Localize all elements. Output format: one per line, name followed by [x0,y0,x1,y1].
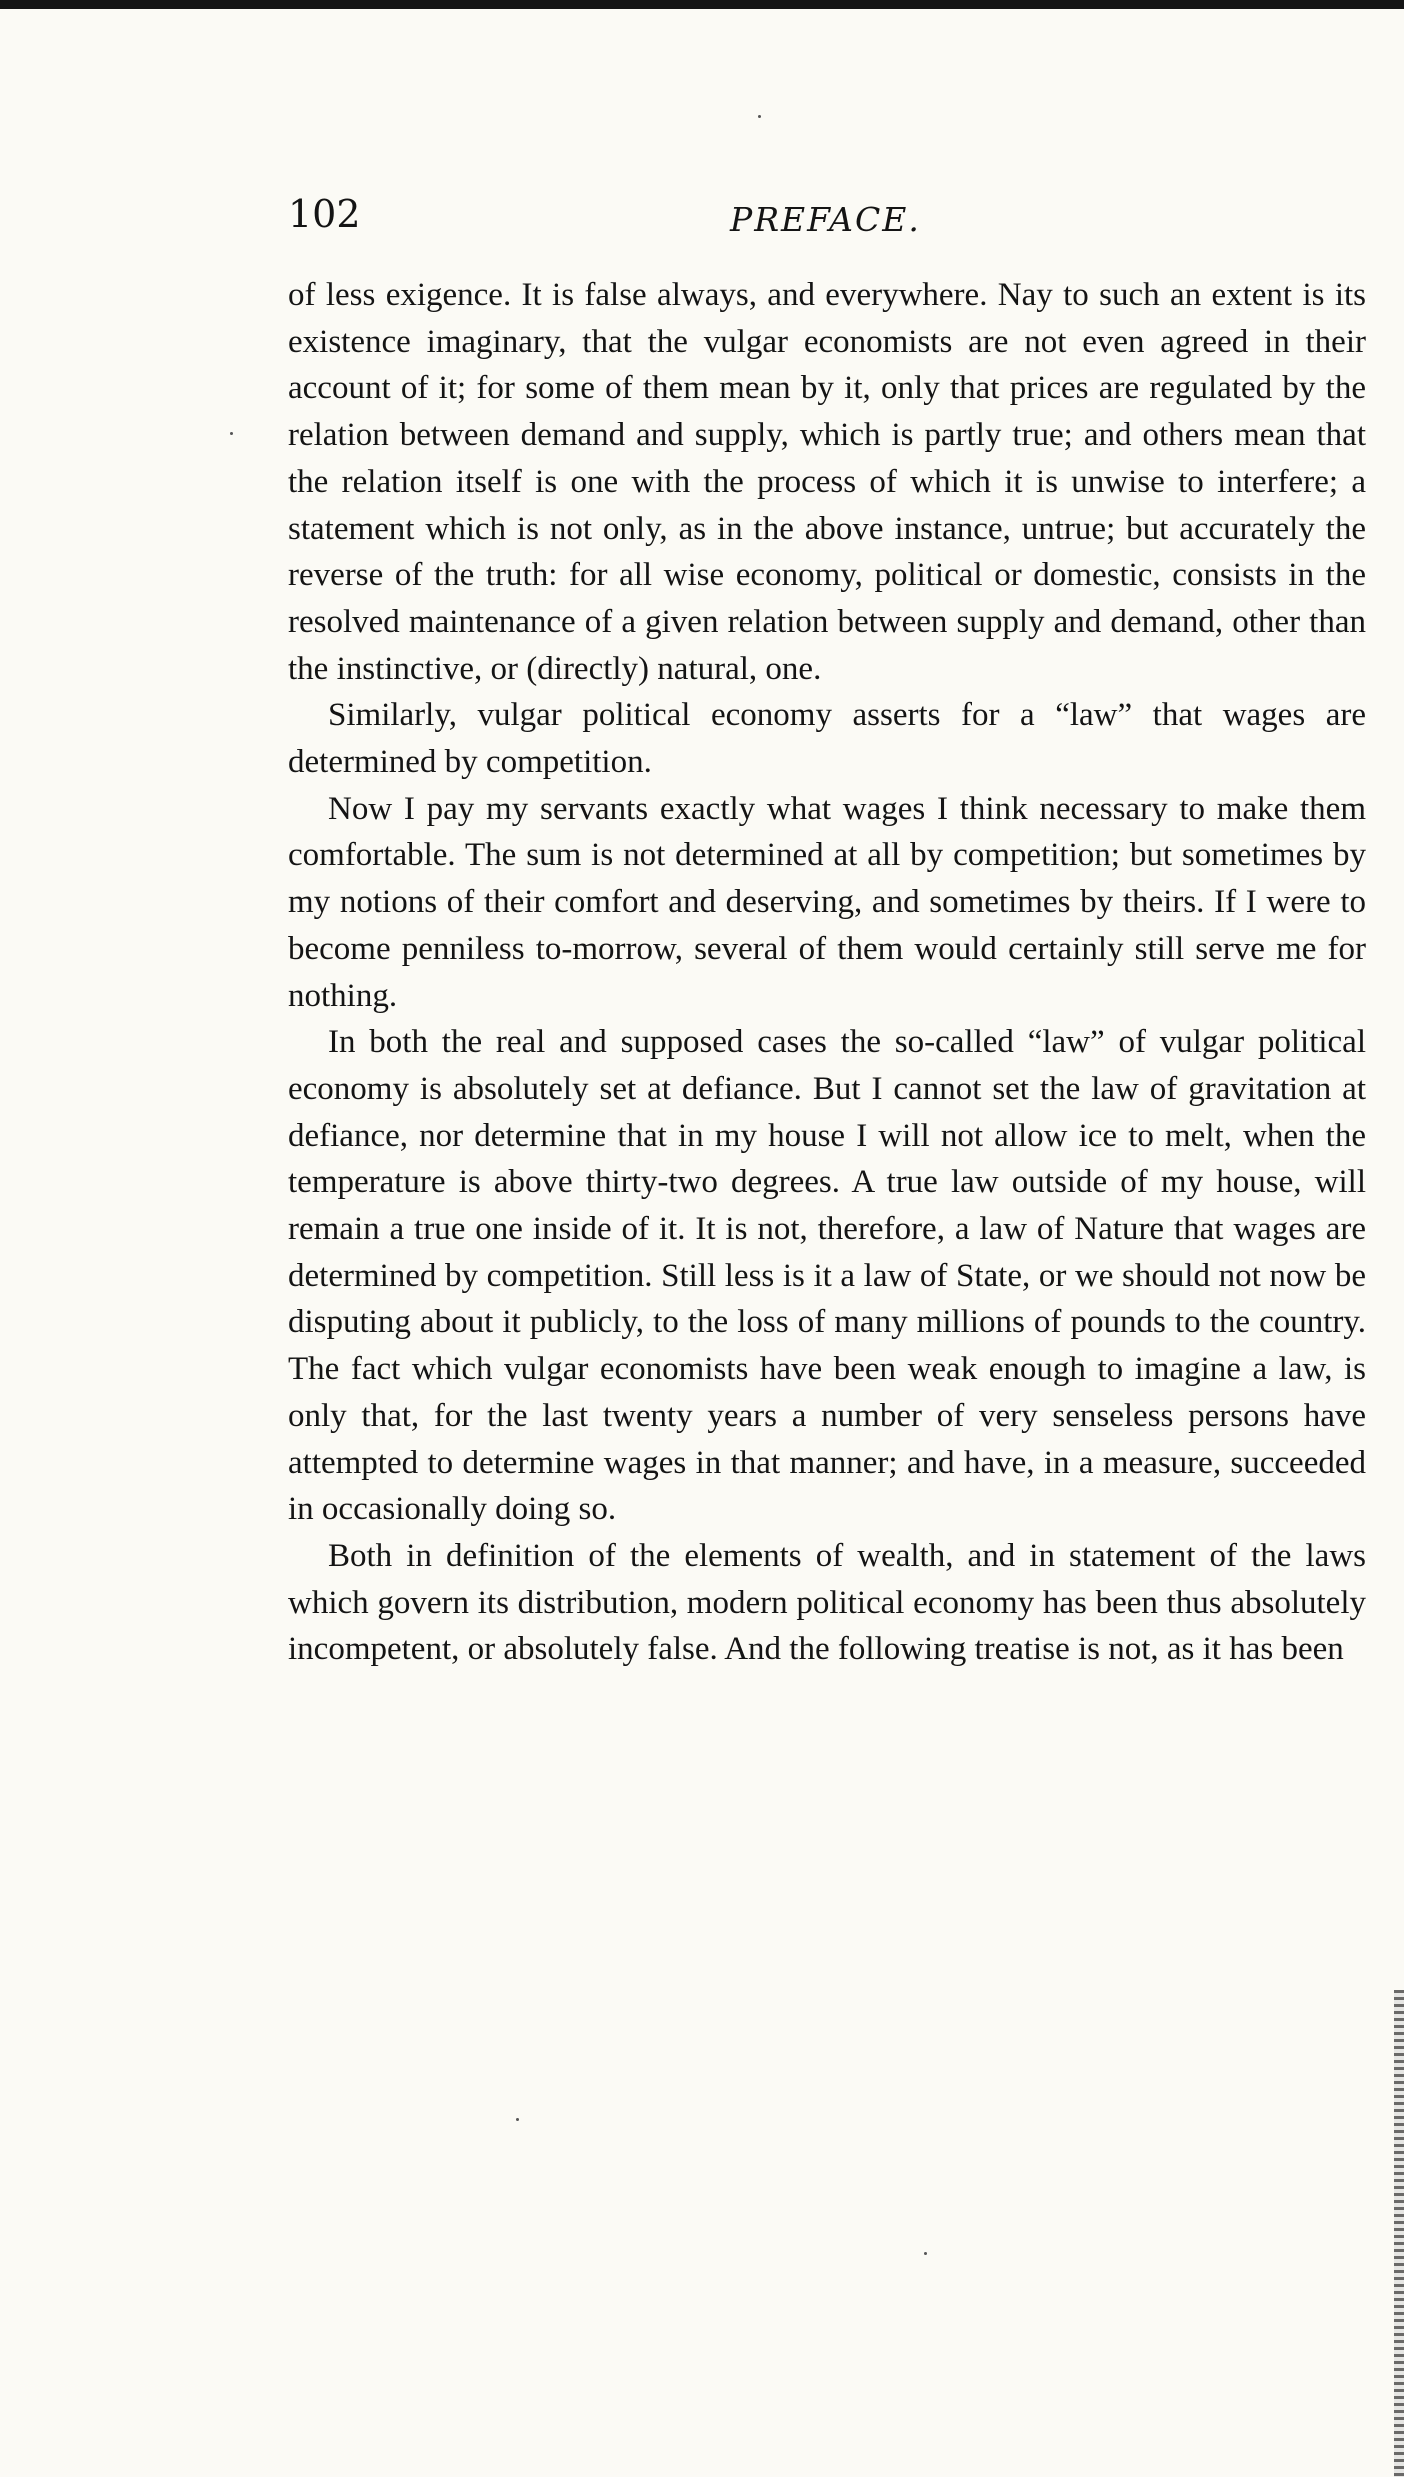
paragraph: Now I pay my servants exactly what wages I think necessary to make them comfortable. The sum is not determined at all by competition; but sometimes by my notions of their comfort and deserving, and sometimes by theirs. If I were to become penniless to-morrow, several of them would certainly still serve me for nothing. [288,790,1366,1014]
paragraph: Similarly, vulgar political economy asserts for a “law” that wages are determined by competition. [288,697,1366,781]
page-binding-edge [1394,1990,1404,2477]
paragraph: Both in definition of the elements of wealth, and in statement of the laws which govern its distribution, modern political economy has been thus absolutely incompetent, or absolutely false. And the following treatise is not, as it has been [288,1537,1366,1668]
paper-speck [230,432,233,435]
page-number: 102 [288,192,361,236]
paragraph: In both the real and supposed cases the so-called “law” of vulgar political economy is absolutely set at defiance. But I cannot set the law of gravitation at defiance, nor determine that in my house I will not allow ice to melt, when the temperature is above thirty-two degrees. A true law outside of my house, will remain a true one inside of it. It is not, therefore, a law of Nature that wages are determined by competition. Still less is it a law of State, or we should not now be disputing about it publicly, to the loss of many millions of pounds to the country. The fact which vulgar economists have been weak enough to imagine a law, is only that, for the last twenty years a number of very senseless persons have attempted to determine wages in that manner; and have, in a measure, succeeded in occasionally doing so. [288,1024,1366,1528]
running-head: PREFACE. [730,200,921,239]
paper-speck [924,2252,927,2255]
paper-speck [758,115,761,118]
paragraph: of less exigence. It is false always, and everywhere. Nay to such an extent is its existence imaginary, that the vulgar economists are not even agreed in their account of it; for some of them mean by it, only that prices are regulated by the relation between demand and supply, which is partly true; and others mean that the relation itself is one with the process of which it is unwise to interfere; a statement which is not only, as in the above instance, untrue; but accurately the reverse of the truth: for all wise economy, political or domestic, consists in the resolved maintenance of a given relation between supply and demand, other than the instinctive, or (directly) natural, one. [288,277,1366,687]
paper-speck [516,2118,519,2121]
page-top-edge [0,0,1404,9]
body-text [288,272,1366,1673]
